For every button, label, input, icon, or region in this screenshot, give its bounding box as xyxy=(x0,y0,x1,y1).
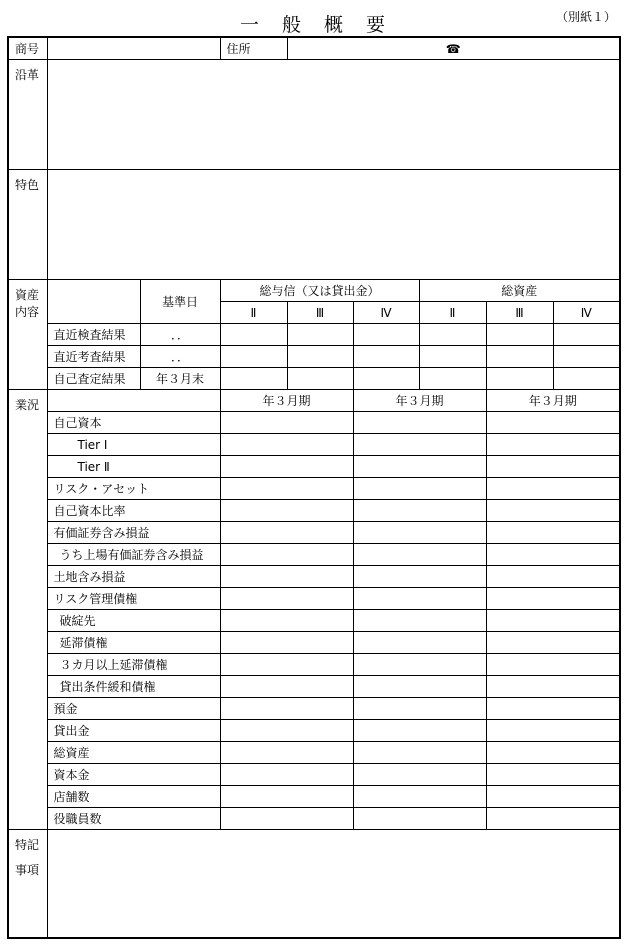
annex-note: （別紙１） xyxy=(556,10,617,24)
category-header: Ⅱ xyxy=(419,302,486,324)
business-value-cell[interactable] xyxy=(353,456,486,478)
business-value-cell[interactable] xyxy=(486,808,620,830)
business-value-cell[interactable] xyxy=(486,764,620,786)
category-header: Ⅲ xyxy=(287,302,353,324)
business-value-cell[interactable] xyxy=(353,808,486,830)
business-value-cell[interactable] xyxy=(353,434,486,456)
business-value-cell[interactable] xyxy=(486,434,620,456)
assets-row-label: 自己査定結果 xyxy=(47,368,140,390)
assets-label xyxy=(8,280,47,390)
assets-value-cell[interactable] xyxy=(553,368,620,390)
business-row-label: ３カ月以上延滞債権 xyxy=(47,654,220,676)
assets-value-cell[interactable] xyxy=(287,324,353,346)
business-row-label: Tier Ⅱ xyxy=(47,456,220,478)
assets-row-label: 直近考査結果 xyxy=(47,346,140,368)
business-value-cell[interactable] xyxy=(353,632,486,654)
business-row-label: 店舗数 xyxy=(47,786,220,808)
features-label: 特色 xyxy=(8,170,47,280)
assets-value-cell[interactable] xyxy=(353,346,419,368)
assets-value-cell[interactable] xyxy=(287,346,353,368)
business-row-label: 預金 xyxy=(47,698,220,720)
business-row-label: 資本金 xyxy=(47,764,220,786)
business-value-cell[interactable] xyxy=(353,654,486,676)
business-value-cell[interactable] xyxy=(486,698,620,720)
trade-name-field[interactable] xyxy=(47,37,220,60)
history-field[interactable] xyxy=(47,60,620,170)
special-label-1: 特記 xyxy=(15,838,40,852)
business-value-cell[interactable] xyxy=(220,566,353,588)
business-value-cell[interactable] xyxy=(486,742,620,764)
business-label: 業況 xyxy=(8,390,47,830)
business-value-cell[interactable] xyxy=(353,478,486,500)
business-value-cell[interactable] xyxy=(353,720,486,742)
assets-value-cell[interactable] xyxy=(486,368,553,390)
business-value-cell[interactable] xyxy=(353,764,486,786)
business-value-cell[interactable] xyxy=(220,764,353,786)
page-title: 一 般 概 要 xyxy=(239,14,387,36)
business-value-cell[interactable] xyxy=(220,676,353,698)
business-value-cell[interactable] xyxy=(220,698,353,720)
business-row-label: リスク・アセット xyxy=(47,478,220,500)
business-value-cell[interactable] xyxy=(486,522,620,544)
category-header: Ⅳ xyxy=(553,302,620,324)
business-value-cell[interactable] xyxy=(486,412,620,434)
business-value-cell[interactable] xyxy=(220,786,353,808)
assets-value-cell[interactable] xyxy=(419,324,486,346)
business-blank-header xyxy=(47,390,220,412)
business-value-cell[interactable] xyxy=(486,478,620,500)
base-date-header: 基準日 xyxy=(140,280,220,324)
business-value-cell[interactable] xyxy=(353,786,486,808)
business-row-label: 総資産 xyxy=(47,742,220,764)
business-value-cell[interactable] xyxy=(220,456,353,478)
business-value-cell[interactable] xyxy=(220,610,353,632)
assets-row-date[interactable]: ．． xyxy=(140,346,220,368)
business-value-cell[interactable] xyxy=(486,588,620,610)
business-value-cell[interactable] xyxy=(220,632,353,654)
business-value-cell[interactable] xyxy=(220,808,353,830)
business-value-cell[interactable] xyxy=(220,588,353,610)
assets-value-cell[interactable] xyxy=(419,368,486,390)
assets-value-cell[interactable] xyxy=(553,324,620,346)
assets-label-2: 内容 xyxy=(15,305,40,319)
assets-row-date[interactable]: 年３月末 xyxy=(140,368,220,390)
total-credit-header: 総与信（又は貸出金） xyxy=(220,280,419,302)
assets-value-cell[interactable] xyxy=(419,346,486,368)
business-value-cell[interactable] xyxy=(220,412,353,434)
assets-label-1: 資産 xyxy=(15,288,40,302)
assets-row-date[interactable]: ．． xyxy=(140,324,220,346)
business-value-cell[interactable] xyxy=(353,412,486,434)
business-value-cell[interactable] xyxy=(353,676,486,698)
business-value-cell[interactable] xyxy=(220,500,353,522)
business-row-label: 延滞債権 xyxy=(47,632,220,654)
assets-value-cell[interactable] xyxy=(287,368,353,390)
business-row-label: 役職員数 xyxy=(47,808,220,830)
business-value-cell[interactable] xyxy=(353,544,486,566)
period-header: 年３月期 xyxy=(220,390,353,412)
business-value-cell[interactable] xyxy=(353,698,486,720)
business-value-cell[interactable] xyxy=(486,610,620,632)
special-label xyxy=(8,830,47,938)
business-value-cell[interactable] xyxy=(220,478,353,500)
category-header: Ⅳ xyxy=(353,302,419,324)
business-row-label: Tier Ⅰ xyxy=(47,434,220,456)
address-label: 住所 xyxy=(220,37,287,60)
business-value-cell[interactable] xyxy=(486,566,620,588)
assets-value-cell[interactable] xyxy=(220,324,287,346)
special-label-2: 事項 xyxy=(15,863,40,877)
business-row-label: 自己資本 xyxy=(47,412,220,434)
trade-name-label: 商号 xyxy=(8,37,47,60)
assets-blank-header xyxy=(47,280,140,324)
business-value-cell[interactable] xyxy=(353,610,486,632)
features-field[interactable] xyxy=(47,170,620,280)
business-row-label: 貸出金 xyxy=(47,720,220,742)
period-header: 年３月期 xyxy=(486,390,620,412)
business-row-label: 土地含み損益 xyxy=(47,566,220,588)
phone-icon: ☎ xyxy=(287,37,620,60)
business-row-label: 自己資本比率 xyxy=(47,500,220,522)
assets-row-label: 直近検査結果 xyxy=(47,324,140,346)
assets-value-cell[interactable] xyxy=(486,346,553,368)
business-row-label: 破綻先 xyxy=(47,610,220,632)
special-notes-field[interactable] xyxy=(47,830,620,938)
business-row-label: 有価証券含み損益 xyxy=(47,522,220,544)
business-value-cell[interactable] xyxy=(486,676,620,698)
business-value-cell[interactable] xyxy=(353,588,486,610)
business-value-cell[interactable] xyxy=(220,434,353,456)
category-header: Ⅱ xyxy=(220,302,287,324)
category-header: Ⅲ xyxy=(486,302,553,324)
total-assets-header: 総資産 xyxy=(419,280,620,302)
business-value-cell[interactable] xyxy=(486,786,620,808)
assets-value-cell[interactable] xyxy=(353,368,419,390)
business-value-cell[interactable] xyxy=(353,522,486,544)
assets-value-cell[interactable] xyxy=(486,324,553,346)
business-value-cell[interactable] xyxy=(486,632,620,654)
assets-value-cell[interactable] xyxy=(553,346,620,368)
business-value-cell[interactable] xyxy=(220,544,353,566)
history-label: 沿革 xyxy=(8,60,47,170)
business-row-label: うち上場有価証券含み損益 xyxy=(47,544,220,566)
business-value-cell[interactable] xyxy=(353,742,486,764)
business-value-cell[interactable] xyxy=(486,720,620,742)
business-value-cell[interactable] xyxy=(220,522,353,544)
business-value-cell[interactable] xyxy=(220,654,353,676)
business-value-cell[interactable] xyxy=(353,566,486,588)
business-value-cell[interactable] xyxy=(486,654,620,676)
business-value-cell[interactable] xyxy=(486,500,620,522)
business-value-cell[interactable] xyxy=(486,544,620,566)
business-value-cell[interactable] xyxy=(220,720,353,742)
assets-value-cell[interactable] xyxy=(220,346,287,368)
business-value-cell[interactable] xyxy=(220,742,353,764)
business-value-cell[interactable] xyxy=(486,456,620,478)
overview-form xyxy=(7,36,621,939)
assets-value-cell[interactable] xyxy=(220,368,287,390)
business-row-label: 貸出条件緩和債権 xyxy=(47,676,220,698)
assets-value-cell[interactable] xyxy=(353,324,419,346)
business-row-label: リスク管理債権 xyxy=(47,588,220,610)
business-value-cell[interactable] xyxy=(353,500,486,522)
period-header: 年３月期 xyxy=(353,390,486,412)
